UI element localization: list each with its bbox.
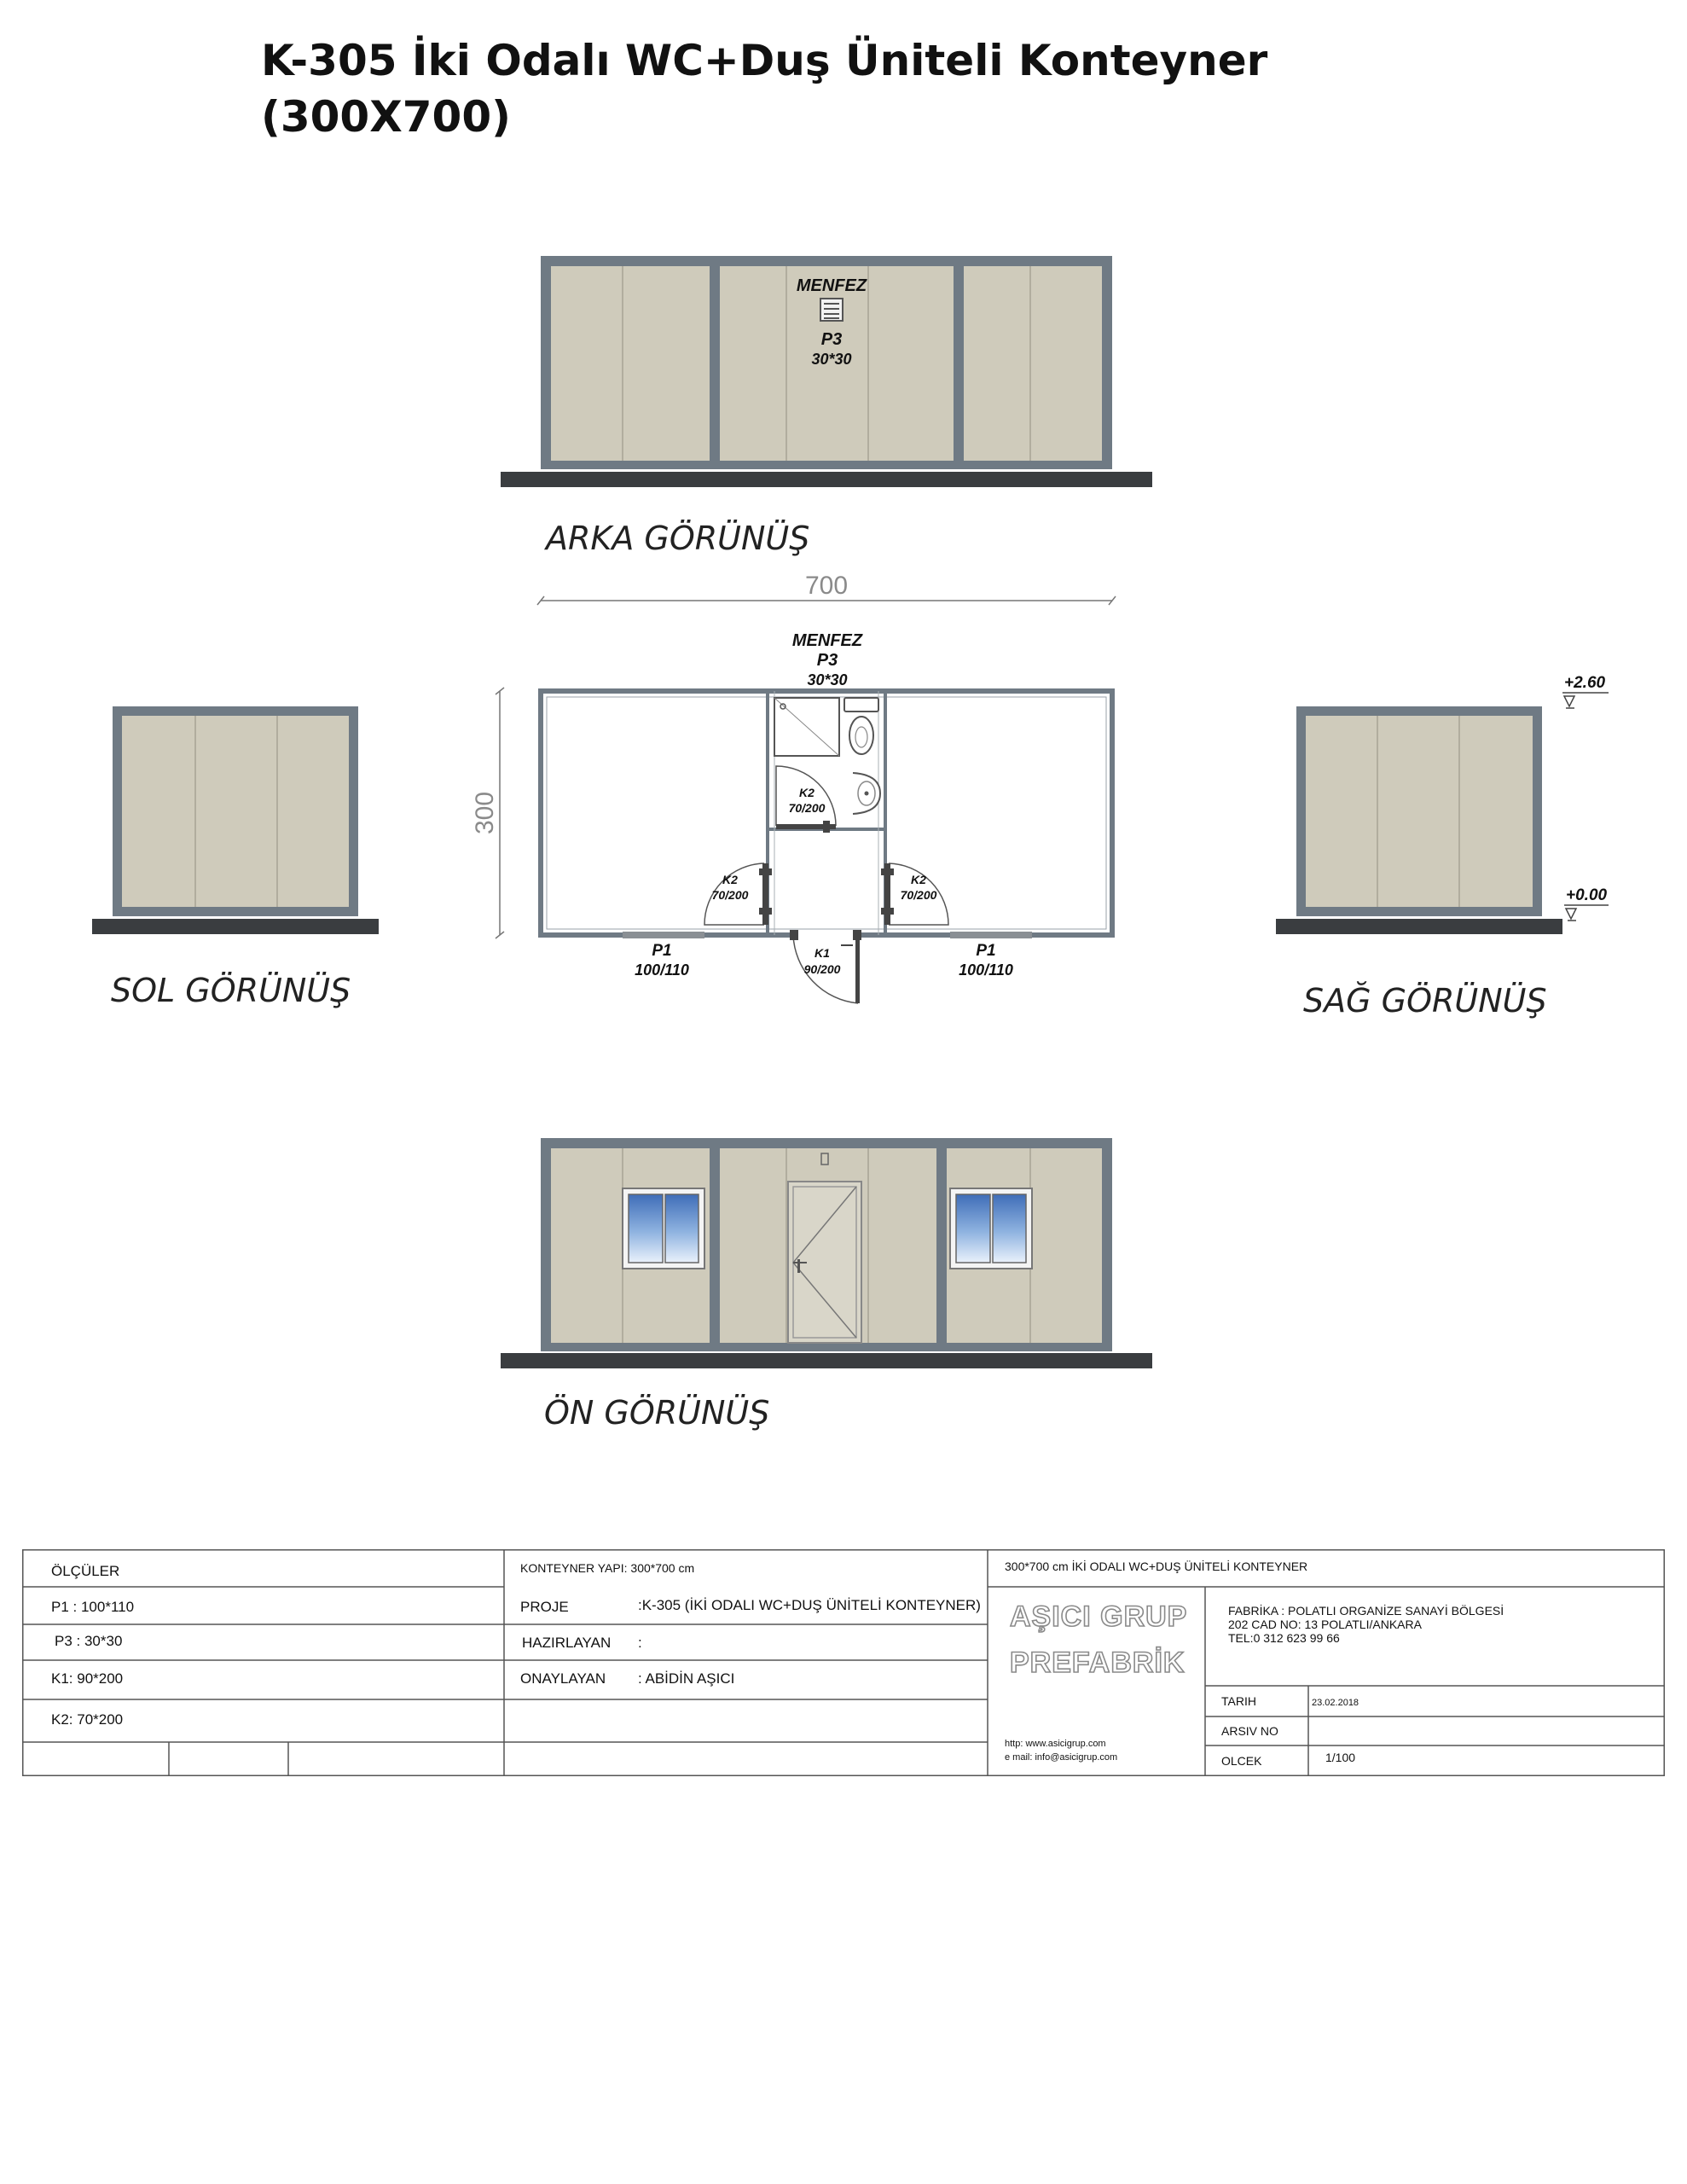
left-base	[92, 919, 379, 934]
front-elevation	[501, 1138, 1152, 1432]
door-left-code: K2	[722, 873, 738, 886]
dims-header: ÖLÇÜLER	[51, 1563, 120, 1579]
company-logo-line2: PREFABRİK	[1010, 1647, 1186, 1679]
factory-line3: TEL:0 312 623 99 66	[1228, 1631, 1340, 1645]
dim-k1: K1: 90*200	[51, 1670, 124, 1687]
dim-k2: K2: 70*200	[51, 1711, 124, 1728]
factory-line1: FABRİKA : POLATLI ORGANİZE SANAYİ BÖLGESİ	[1228, 1604, 1504, 1618]
company-website: http: www.asicigrup.com	[1005, 1739, 1106, 1749]
door-main-code: K1	[815, 946, 830, 960]
drawing-title-line1: K-305 İki Odalı WC+Duş Üniteli Konteyner	[261, 36, 1268, 85]
back-vent-code: P3	[820, 330, 843, 349]
front-window-left-icon	[623, 1188, 704, 1269]
front-window-right-icon	[950, 1188, 1032, 1269]
right-elevation	[1276, 674, 1609, 1019]
back-view-label: ARKA GÖRÜNÜŞ	[546, 520, 810, 557]
window-left-plan-icon	[623, 932, 704, 938]
front-door-icon	[788, 1153, 861, 1343]
width-dimension: 700	[804, 572, 849, 600]
back-vent-label: MENFEZ	[796, 276, 867, 295]
dim-p3: P3 : 30*30	[55, 1633, 123, 1649]
door-left-size: 70/200	[711, 888, 749, 902]
back-panel-left	[551, 266, 710, 461]
window-left-size: 100/110	[635, 961, 689, 979]
project-label: PROJE	[520, 1599, 569, 1615]
back-panel-right	[964, 266, 1102, 461]
door-main-size: 90/200	[803, 962, 841, 976]
level-bottom-marker	[1564, 905, 1609, 921]
door-right-size: 70/200	[900, 888, 937, 902]
scale-value: 1/100	[1325, 1751, 1356, 1764]
shower-tray-icon	[774, 698, 839, 756]
prepared-label: HAZIRLAYAN	[522, 1635, 612, 1651]
title-block-grid	[22, 1549, 1665, 1776]
level-bottom: +0.00	[1566, 886, 1608, 904]
drawing-title-block: 300*700 cm İKİ ODALI WC+DUŞ ÜNİTELİ KONTEYNER	[1005, 1560, 1308, 1573]
title-block	[22, 1549, 1665, 1776]
date-value: 23.02.2018	[1312, 1698, 1359, 1708]
window-right-code: P1	[976, 942, 996, 960]
structure-info: KONTEYNER YAPI: 300*700 cm	[520, 1561, 695, 1575]
dim-p1: P1 : 100*110	[51, 1599, 135, 1615]
front-base	[501, 1353, 1152, 1368]
right-panel	[1306, 716, 1533, 907]
window-right-size: 100/110	[959, 961, 1013, 979]
window-right-plan-icon	[950, 932, 1032, 938]
archive-label: ARSIV NO	[1221, 1724, 1278, 1738]
right-base	[1276, 919, 1562, 934]
plan-vent-label: MENFEZ	[791, 631, 863, 650]
back-elevation	[501, 256, 1152, 557]
floor-plan	[471, 572, 1116, 1003]
project-value: :K-305 (İKİ ODALI WC+DUŞ ÜNİTELİ KONTEYNER)	[638, 1597, 981, 1613]
approved-label: ONAYLAYAN	[520, 1670, 606, 1687]
plan-vent-code: P3	[816, 651, 838, 670]
back-base	[501, 472, 1152, 487]
date-label: TARIH	[1221, 1694, 1256, 1708]
left-elevation	[92, 706, 379, 1009]
level-top: +2.60	[1564, 674, 1606, 692]
factory-line2: 202 CAD NO: 13 POLATLI/ANKARA	[1228, 1618, 1422, 1631]
back-vent-size: 30*30	[811, 351, 852, 368]
door-wc-size: 70/200	[788, 801, 826, 815]
approved-value: : ABİDİN AŞICI	[638, 1670, 735, 1687]
company-logo-line1: AŞICI GRUP	[1010, 1600, 1188, 1633]
drawing-title-line2: (300X700)	[261, 92, 511, 142]
door-wc-code: K2	[799, 786, 815, 799]
level-top-marker	[1562, 693, 1609, 708]
window-left-code: P1	[652, 942, 672, 960]
company-email: e mail: info@asicigrup.com	[1005, 1752, 1118, 1763]
front-view-label: ÖN GÖRÜNÜŞ	[544, 1394, 770, 1432]
door-right-code: K2	[911, 873, 926, 886]
back-vent-icon	[820, 299, 843, 321]
right-view-label: SAĞ GÖRÜNÜŞ	[1303, 982, 1547, 1019]
prepared-value: :	[638, 1635, 642, 1651]
left-view-label: SOL GÖRÜNÜŞ	[111, 972, 351, 1009]
depth-dimension: 300	[471, 791, 499, 835]
left-panel	[122, 716, 349, 907]
plan-vent-size: 30*30	[807, 671, 848, 688]
scale-label: OLCEK	[1221, 1754, 1262, 1768]
